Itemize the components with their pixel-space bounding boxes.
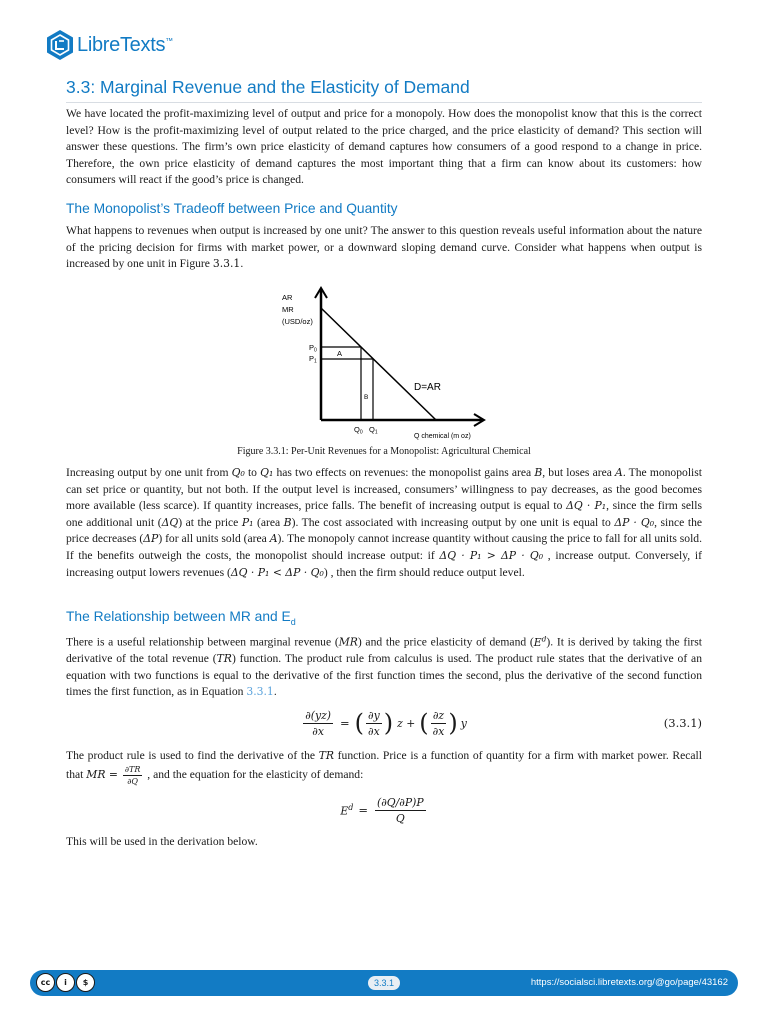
logo-tm: ™ bbox=[165, 35, 173, 45]
noncommercial-icon: $ bbox=[76, 973, 95, 992]
q0-label: $Q_0$ bbox=[354, 425, 363, 436]
eq1-dz-dx: $\frac{\partial z}{\partial x}$ bbox=[432, 708, 445, 738]
intro-paragraph: We have located the profit-maximizing level of output and price for a monopoly. How does the monopolist know that this is the correct level? How is the profit-maximizing level of output related to the price charged, and the price elasticity of demand? This section will answer these questions. The firm’s own price elasticity of demand captures how consumers of a good respond to a change in price. Therefore, the own price elasticity of demand captures the most important thing that a firm can know about its customers: how consumers will react if the good’s price is changed. bbox=[66, 107, 702, 187]
revenue-effects-paragraph: Increasing output by one unit from Q₀ to Q₁ has two effects on revenues: the monopolist gains area B, but loses area A. The monopolist can set price or quantity, but not both. If the output level is increased, consumers’ willingness to pay decreases, as the good becomes more available (less scarce). If quantity increases, price falls. The benefit of increasing output is equal to ΔQ · P₁, since the firm sells one additional unit (ΔQ) at the price P₁ (area B). The cost associated with increasing output by one unit is equal to ΔP · Q₀, since the price decreases (ΔP) for all units sold (area A). The monopoly cannot increase quantity without causing the price to fall for all units sold. If the benefits outweigh the costs, the monopolist should increase output: if ΔQ · P₁ > ΔP · Q₀ , increase output. Conversely, if increasing output lowers revenues (ΔQ · P₁ < ΔP · Q₀) , then the firm should reduce output level. bbox=[66, 466, 703, 579]
math-decrease-condition: ΔQ · P₁ < ΔP · Q₀ bbox=[230, 565, 324, 579]
math-benefit: ΔQ · P₁ bbox=[566, 499, 607, 513]
math-mr-def: MR = bbox=[86, 767, 118, 781]
math-p1: P₁ bbox=[241, 515, 254, 529]
tradeoff-paragraph bbox=[66, 223, 702, 273]
math-area-a: A bbox=[615, 466, 623, 479]
page-number: 3.3.1 bbox=[368, 976, 400, 990]
mr-elasticity-paragraph: There is a useful relationship between marginal revenue (MR) and the price elasticity of demand $(E^d)$. It is derived by taking the first derivative of the total revenue (TR) function. The product rule from calculus is used. The product rule states that the derivative of an equation with two functions is equal to the derivative of the first function times the second, plus the derivative of the second function times the first function, as in Equation 3.3.1. bbox=[66, 634, 703, 699]
y-label-ar: AR bbox=[282, 293, 293, 302]
page-url-link[interactable]: https://socialsci.libretexts.org/@go/page/43162 bbox=[530, 977, 728, 988]
math-q1: Q₁ bbox=[260, 466, 274, 479]
q1-label: $Q_1$ bbox=[369, 425, 378, 436]
y-label-mr: MR bbox=[282, 305, 294, 314]
math-cost: ΔP · Q₀ bbox=[614, 515, 655, 529]
math-dq: ΔQ bbox=[161, 515, 179, 529]
eq2-fraction: $\frac{(\partial Q/\partial P)P}{Q}$ bbox=[377, 795, 424, 825]
x-label: Q chemical (m oz) bbox=[414, 433, 471, 440]
section-heading-mr-ed: The Relationship between MR and $E_d$ bbox=[66, 609, 296, 627]
section-heading-tradeoff: The Monopolist’s Tradeoff between Price and Quantity bbox=[66, 201, 398, 216]
eq1-dy-dx: $\frac{\partial y}{\partial x}$ bbox=[368, 708, 380, 738]
area-b-label: B bbox=[364, 394, 369, 401]
logo-text bbox=[77, 34, 173, 57]
math-ed: $E^d$ bbox=[533, 634, 547, 649]
eq2-lhs: $E^d$ bbox=[340, 802, 354, 818]
footer-bar bbox=[30, 970, 738, 996]
math-area-b-2: B bbox=[283, 515, 292, 529]
tr-derivation-paragraph: The product rule is used to find the derivative of the TR function. Price is a function of quantity for a firm with market power. Recall that MR = $\frac{\partial TR}{\partial Q}$ , and the equation for the elasticity of demand: bbox=[66, 749, 702, 786]
logo-wordmark: LibreTexts bbox=[77, 33, 166, 56]
math-tr: TR bbox=[216, 652, 232, 666]
product-rule-equation: $\frac{\partial(yz)}{\partial x}$ = ( $\frac{\partial y}{\partial x}$ ) z + ( $\frac{\partial z}{\partial x}$ ) y (3.3.1) bbox=[305, 708, 702, 738]
math-mr: MR bbox=[338, 635, 358, 649]
math-q0: Q₀ bbox=[231, 466, 245, 479]
p1-label: $P_1$ bbox=[309, 354, 317, 365]
area-a-label: A bbox=[337, 349, 343, 358]
demand-label: D=AR bbox=[414, 382, 441, 393]
demand-curve bbox=[321, 308, 436, 420]
figure-caption: Figure 3.3.1: Per-Unit Revenues for a Monopolist: Agricultural Chemical bbox=[237, 446, 531, 457]
math-dp: ΔP bbox=[143, 532, 159, 546]
math-area-a-2: A bbox=[269, 532, 278, 546]
figure-reference: 3.3.1 bbox=[212, 257, 241, 271]
p0-label: $P_0$ bbox=[309, 343, 317, 354]
per-unit-revenue-figure bbox=[276, 280, 492, 442]
libretexts-logo[interactable] bbox=[46, 28, 173, 62]
cc-license-badge[interactable] bbox=[36, 973, 95, 992]
mr-fraction: $\frac{\partial TR}{\partial Q}$ bbox=[124, 764, 141, 786]
attribution-icon: i bbox=[56, 973, 75, 992]
elasticity-equation: $E^d$ = $\frac{(\partial Q/\partial P)P}{Q}$ bbox=[340, 795, 424, 825]
math-tr-2: TR bbox=[318, 749, 335, 762]
equation-reference-link[interactable]: 3.3.1 bbox=[246, 685, 274, 699]
equation-number: (3.3.1) bbox=[663, 716, 702, 730]
page-title: 3.3: Marginal Revenue and the Elasticity of Demand bbox=[66, 77, 702, 103]
tradeoff-end: . bbox=[240, 257, 244, 271]
tradeoff-text: What happens to revenues when output is increased by one unit? The answer to this question reveals useful information about the nature of the pricing decision for firms with market power, or a downward sloping demand curve. Consider what happens when output is increased by one unit in Figure bbox=[66, 224, 702, 271]
y-label-unit: (USD/oz) bbox=[282, 317, 313, 326]
math-area-b: B bbox=[534, 466, 543, 479]
math-increase-condition: ΔQ · P₁ > ΔP · Q₀ bbox=[439, 548, 544, 562]
eq1-lhs-fraction: $\frac{\partial(yz)}{\partial x}$ bbox=[305, 708, 331, 738]
libretexts-logo-icon bbox=[46, 29, 74, 61]
closing-paragraph: This will be used in the derivation below. bbox=[66, 835, 258, 848]
cc-icon: cc bbox=[36, 973, 55, 992]
